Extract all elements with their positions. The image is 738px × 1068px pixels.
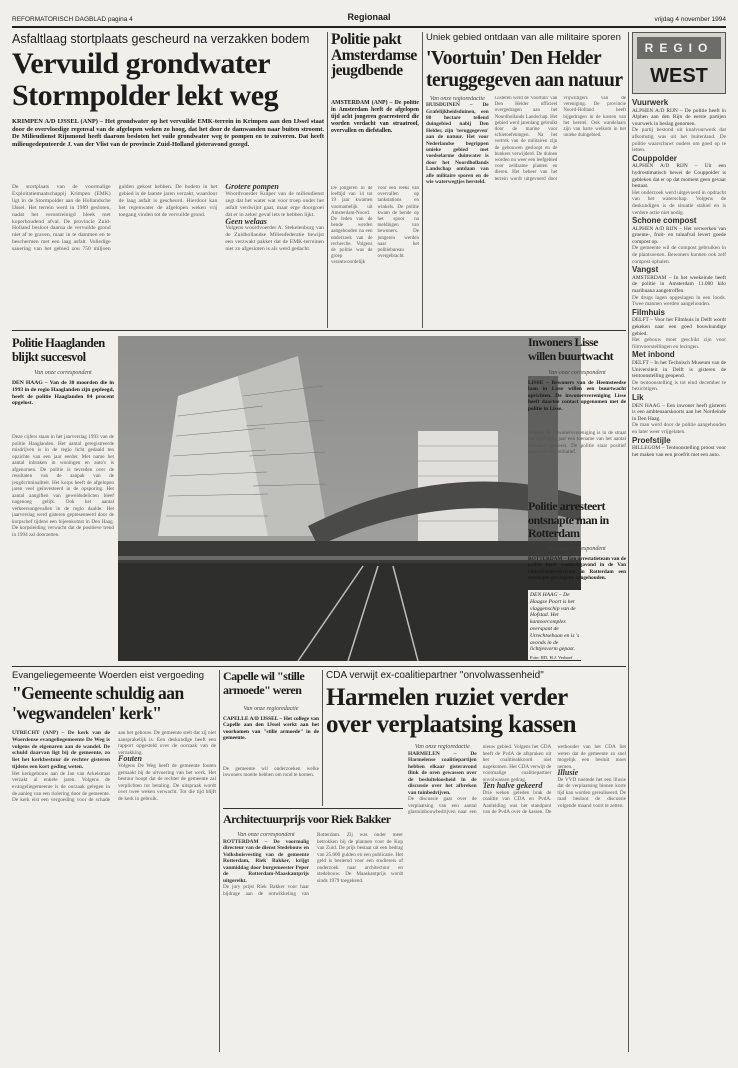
helder-headline-1: 'Voortuin' Den Helder [426,48,602,69]
rotterdam-headline: Politie arresteert ontsnapte man in Rotterdam [528,500,609,540]
brief-text: DELFT – In het Technisch Museum van de Universiteit in Delft is gisteren de tentoonstelling geopend. [632,359,726,380]
brief-text: ALPHEN A/D RIJN – De politie heeft in Alphen aan den Rijn de eerste partijen vuurwerk in beslag genomen. [632,107,726,127]
section-rule [12,330,626,331]
architectuur-headline: Architectuurprijs voor Riek Bakker [223,812,391,826]
brief-title: Schone compost [632,216,697,226]
photo-image [118,336,581,661]
capelle-headline: Capelle wil "stille armoede" weren [223,670,305,697]
section-title: Regionaal [347,12,391,22]
lisse-body-text: Volgens de bewonersvereniging is in de straat het afgelopen jaar een toename van het aantal inbraken geweest. De politie staat positief tegenover het initiatief. [528,430,626,456]
woerden-kicker: Evangeliegemeente Woerden eist vergoeding [12,670,205,681]
brief-title: Met inbond [632,350,675,360]
lisse-byline: Van onze correspondent [548,370,606,376]
sidebar-briefs [632,98,726,1052]
section-rule [12,666,626,667]
helder-kicker: Uniek gebied ontdaan van alle militaire sporen [426,32,621,43]
main-lead: KRIMPEN A/D IJSSEL (ANP) – Het grondwater op het vervuilde EMK-terrein in Krimpen aan den IJssel staat door de overvloedige regenval van de afgelopen weken zo hoog, dat het door de damwanden naar buiten stroomt. De Milieudienst Rijnmond heeft daarom besloten het vuile grondwater weg te pompen en te zuiveren. Dat heeft milieugedeputeerde J. van der Vlist van de provincie Zuid-Holland gisteravond gezegd. [12,118,324,148]
cda-body-text-3: De VVD noemde het een illusie dat de verplaatsing binnen korte tijd kan worden gerealiseerd. De raad besloot de discussie volgende maand voort te zetten. [557,776,626,809]
woerden-body [12,730,216,1052]
lisse-headline: Inwoners Lisse willen buurtwacht [528,336,614,363]
politie-body-text: De jongeren in de leeftijd van 14 tot 19 jaar kwamen voornamelijk uit Amsterdam-Noord. De leden van de bende werden aangehouden na een onderzoek van de recherche. Volgens de politie was de groep verantwoordelijk voor een reeks van overvallen op tankstations en winkels. De politie kwam de bende op het spoor na meldingen van bewoners. De jongeren werden naar het politiebureau overgebracht. [331,186,419,266]
architectuur-byline: Van onze correspondent [237,832,295,838]
brief-filler: De drugs lagen opgeslagen in een loods. Twee mannen werden aangehouden. [632,294,726,308]
brief-text: HILLEGOM – Tentoonstelling proost voor het maken van een proefrit met een auto. [632,445,726,458]
cda-byline: Van onze regioredactie [414,744,470,750]
cda-body-text: De discussie gaat over de verplaatsing van een aantal glastuinbouwbedrijven naar een nieuw gebied. Volgens het CDA heeft de PvdA de afspraken uit het coalitieakkoord niet nagekomen. Het CDA verwijt de voormalige coalitiepartner onvolwassen gedrag. [408,744,552,815]
main-subhead-2: Geen welaas [225,216,267,226]
logo-bottom: WEST [650,65,708,87]
column-rule [327,32,328,328]
main-subhead-1: Grotere pompen [225,184,279,191]
brief-title: Filmhuis [632,307,665,317]
capelle-lead: CAPELLE A/D IJSSEL – Het college van Capelle aan den IJssel werkt aan het voorkomen van "stille armoede" in de gemeente. [223,716,319,742]
main-headline-2: Stormpolder lekt weg [12,80,279,112]
lisse-body [528,430,626,496]
page-date: vrijdag 4 november 1994 [654,16,726,23]
main-kicker: Asfaltlaag stortplaats gescheurd na verzakken bodem [12,32,310,46]
brief-text: AMSTERDAM – In het weekeinde heeft de politie in Amsterdam 11.000 kilo marihuana aangetroffen. [632,274,726,295]
cda-body-text-2: Drie weken geleden brak de coalitie van CDA en PvdA. Aanleiding was het standpunt van de PvdA over de kassen. De wethouder van het CDA liet weten dat de gemeente zo snel mogelijk een besluit moet nemen. [482,744,626,815]
cda-body [408,744,626,1052]
masthead [12,10,726,28]
woerden-subhead: Fouten [118,754,143,764]
brief-title: Lik [632,392,644,402]
woerden-headline-2: 'wegwandelen' kerk" [12,704,162,723]
brief-title: Vuurwerk [632,98,669,107]
regio-west-logo [632,32,726,94]
column-rule [322,670,323,806]
woerden-body-text-2: Volgens De Weg heeft de gemeente fouten gemaakt bij de uitvoering van het werk. Het bestuur hoopt dat de rechter de gemeente zal verplichten tot betaling. De uitspraak wordt over twee weken verwacht. Tot die tijd blijft de kerk in gebruik. [118,762,216,802]
helder-body-text: Gisteren werd de 'voortuin' van Den Helder officieel overgedragen aan het Noordhollands Landschap. Het gebied werd jarenlang gebruikt door de marine voor schietoefeningen. Na het vertrek van de militairen zijn de gebouwen gesloopt en de bunkers verwijderd. De duinen worden nu weer een leefgebied voor zeldzame planten en dieren. Het beheer van het terrein wordt uitgevoerd door vrijwilligers van de vereniging. De provincie Noord-Holland heeft bijgedragen in de kosten van het herstel. Ook wandelaars zijn van harte welkom in het unieke duingebied. [494,96,626,182]
rotterdam-lead: ROTTERDAM – Een arrestatieteam van de politie heeft woensdagavond in de Van Oldenbarneveltstraat in Rotterdam een ontsnapte gevangene aangehouden. [528,556,626,581]
brief-title: Proefstijle [632,435,671,445]
cda-subhead-2: Illusie [557,768,579,777]
cda-headline-2: over verplaatsing kassen [326,711,577,738]
main-body-text: De stortplaats van de voormalige Exploitatiemaatschappij Krimpen (EMK) ligt in de Stormpolder aan de Hollandsche IJssel. Het terrein werd in 1989 gesloten, nadat het verontreinigd bleek met koperhoudend afval. De provincie Zuid-Holland besloot daarna de vervuilde grond niet af te graven, maar in te dammen en te beschermen met een laag asfalt. Volledige sanering van het gebied zou 750 miljoen gulden gekost hebben. De bodem in het gebied is de laatste jaren verzakt, waardoor de laag asfalt is gescheurd. Hierdoor kan het regenwater de afgelopen weken vrij toegang vinden tot de vervuilde grond. [12,184,218,253]
brief-filler: De man werd door de politie aangehouden en later weer vrijgelaten. [632,422,726,435]
brief-title: Vangst [632,265,659,275]
woerden-lead: UTRECHT (ANP) – De kerk van de Woerdense evangeliegemeente De Weg is volgens de eigenaren aan de wandel. De schuld daarvan ligt bij de gemeente, zo liet het kerkbestuur de rechter gisteren tijdens een kort geding weten. [12,730,110,770]
woerden-body-text: Het kerkgebouw aan de Jan van Arkelstraat verzakt al enkele jaren. Volgens de evangeliegemeente is de oorzaak gelegen in de aanleg van een riolering door de gemeente. De kerk eist een vergoeding voor de schade aan het gebouw. De gemeente stelt dat zij niet aansprakelijk is. Een deskundige heeft een rapport opgesteld over de oorzaak van de verzakking. [12,730,216,804]
helder-byline: Van onze regioredactie [429,96,485,102]
brief-filler: Het onderzoek werd uitgevoerd in opdracht van het waterschap. Volgens de deskundigen is de situatie stabiel en is verdere actie niet nodig. [632,189,726,216]
brief-title: Couppolder [632,153,677,163]
photo-caption-text: DEN HAAG – De Haagse Poort is het vlaggenschip van de Hofstad. Het kantoorcomplex overspant de Utrechtsebaan en is 's avonds in de lichtjesvorm gepast. [530,592,580,653]
haaglanden-headline: Politie Haaglanden blijkt succesvol [12,336,105,364]
architectuur-body-text: De jury prijst Riek Bakker voor haar bijdrage aan de ontwikkeling van Rotterdam. Zij was onder meer betrokken bij de plannen voor de Kop van Zuid. De prijs bestaat uit een bedrag van 25.000 gulden en een publicatie. Het geld is bestemd voor een studiereis of onderzoek naar architectuur en stedebouw. De Maaskantprijs wordt sinds 1979 toegekend. [223,832,403,897]
brief-text: DELFT – Voor het Filmhuis in Delft wordt gekeken naar een goed bouwkundige gebied. [632,317,726,337]
cda-kicker: CDA verwijt ex-coalitiepartner "onvolwassenheid" [326,670,544,681]
main-headline-1: Vervuild grondwater [12,48,271,80]
haaglanden-body [12,434,114,660]
main-body [12,184,324,326]
column-rule [219,670,220,1052]
main-body-text-3: Volgens woordvoerder A. Stekelenburg van de Zuidhollandse Milieufederatie bewijst een verzwakt pakket dat de EMK-terreinen niet zo afgesloten is als werd gedacht. [225,225,324,253]
woerden-headline-1: "Gemeente schuldig aan [12,684,184,703]
capelle-byline: Van onze regioredactie [243,706,299,712]
rotterdam-byline: Van onze correspondent [548,546,606,552]
architectuur-body [223,832,403,1052]
cda-headline-1: Harmelen ruziet verder [326,684,568,711]
brief-filler: Het gebouw moet geschikt zijn voor filmvoorstellingen en lezingen. [632,337,726,350]
helder-lead: HUISDUINEN – De Grafelijkheidsduinen, een 80 hectare tellend duingebied nabij Den Helder, zijn 'teruggegeven' aan de natuur. Het voor Nederlandse begrippen unieke gebied met voedselarme duinwater is door het Noordhollands Landschap ontdaan van alle militaire sporen en de wie waterwegtjes hersteld. [426,102,489,186]
haagse-poort-photo [118,336,581,661]
cda-subhead-1: Ten halve gekeerd [482,781,543,790]
photo-caption [528,590,582,660]
brief-text: ALPHEN A/D RIJN – Uit een hydrostimatisch bewei de Couppolder is gebleken dat er op dat moment geen gevaar bestaat. [632,163,726,190]
masthead-left: REFORMATORISCH DAGBLAD pagina 4 [12,16,133,23]
brief-text: ALPHEN A/D RIJN – Het verwerken van groente-, fruit- en tuinafval levert goede compost op. [632,225,726,245]
column-rule [628,32,629,1052]
politie-lead: AMSTERDAM (ANP) – De politie in Amsterdam heeft de afgelopen tijd acht jongeren gearresteerd die worden verdacht van straatroof, overvallen en diefstallen. [331,100,419,134]
capelle-body-text: De gemeente wil onderzoeken welke inwoners moeite hebben om rond te komen. [223,766,319,779]
brief-filler: De gemeente wil de compost gebruiken in de plantsoenen. Bewoners kunnen ook zelf compost ophalen. [632,245,726,265]
brief-filler: De tentoonstelling is tot eind december te bezichtigen. [632,379,726,393]
brief-filler: De partij bestond uit knalvuurwerk dat afkomstig was uit het buitenland. De politie waarschuwt ouders om goed op te letten. [632,127,726,154]
main-body-text-2: Woordvoerder Kuiper van de milieudienst zegt dat het water wat voor troep onder het asfalt verdwijnt gaat, maar erge doorgroei dat er in zeker geval iets te hebben lijkt. [225,190,324,218]
politie-headline: Politie pakt Amsterdamse jeugdbende [331,32,417,79]
helder-headline-2: teruggegeven aan natuur [426,70,623,91]
architectuur-lead: ROTTERDAM – De voormalig directeur van de dienst Stedebouw en Volkshuisvesting van de gemeente Rotterdam, Riek Bakker, krijgt vanmiddag door burgemeester Peper de Rotterdam-Maaskantprijs uitgereikt. [223,838,309,884]
helder-body [426,96,626,328]
section-rule [223,808,403,809]
haaglanden-lead: DEN HAAG – Van de 30 moorden die in 1993 in de regio Haaglanden zijn gepleegd, heeft de politie Haaglanden 84 procent opgelost. [12,380,114,407]
brief-text: DEN HAAG – Een inwoner heeft gisteren is een ambtenaarskoorts aan het Nordeinde in Den Haag. [632,402,726,422]
politie-body [331,186,419,326]
logo-top: REGIO [637,37,721,59]
haaglanden-body-text: Deze cijfers staan in het jaarverslag 1993 van de politie Haaglanden. Het aantal geregistreerde misdrijven is in de regio licht gedaald ten opzichte van een jaar eerder. Met name het aantal inbraken in woningen en auto's is afgenomen. De politie is tevreden over de resultaten van de aanpak van de jeugdcriminaliteit. Het korps heeft de afgelopen jaren veel geïnvesteerd in de opsporing. Het aantal aangiften van geweldsdelicten bleef nagenoeg gelijk. Ook het aantal verkeersongevallen in de regio daalde. Het jaarverslag werd gisteren gepresenteerd door de korpschef tijdens een bijeenkomst in Den Haag. De korpsleiding verwacht dat de positieve trend in 1994 zal doorzetten. [12,434,114,538]
column-rule [422,32,423,328]
capelle-body [223,766,319,804]
cda-lead: HARMELEN – De Harmelense coalitiepartijen hebben elkaar gisteravond flink de oren gewassen over de besluiteloosheid in de discussie over het afbreken van tuinbedrijven. [408,750,477,796]
lisse-lead: LISSE – Bewoners van de Heemsteedse laan in Lisse willen een buurtwacht oprichten. De inwonersvereniging Lisse heeft daartoe contact opgenomen met de politie in Lisse. [528,380,626,412]
haaglanden-byline: Van onze correspondent [34,370,92,376]
photo-credit: Foto: RD, H.J. Verhoef [530,655,573,661]
